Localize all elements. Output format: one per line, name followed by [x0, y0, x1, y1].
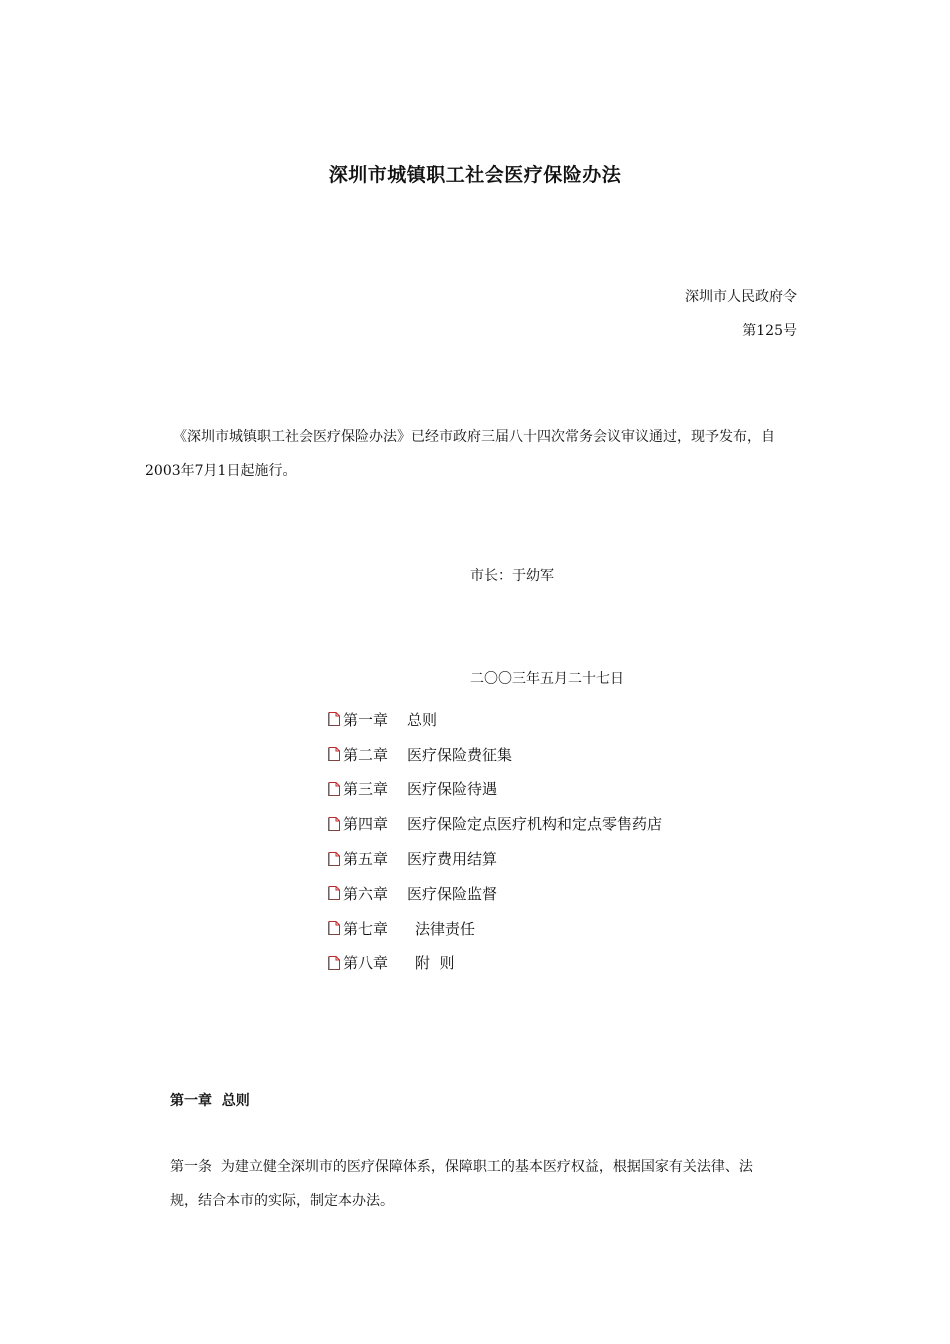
document-page-icon [328, 852, 340, 866]
toc-chapter-name: 医疗保险费征集 [407, 745, 513, 764]
promulgation-line-2: 2003年7月1日起施行。 [145, 463, 297, 479]
toc-item-chapter-5[interactable] [328, 841, 662, 876]
issue-date: 二〇〇三年五月二十七日 [470, 671, 624, 687]
table-of-contents [328, 702, 662, 980]
toc-chapter-number: 第八章 [343, 954, 389, 973]
document-page-icon [328, 921, 340, 935]
toc-chapter-name: 医疗保险监督 [407, 884, 498, 903]
document-page-icon [328, 886, 340, 900]
toc-item-chapter-6[interactable] [328, 876, 662, 911]
promulgation-line-1: 《深圳市城镇职工社会医疗保险办法》已经市政府三届八十四次常务会议审议通过，现予发布，自 [173, 429, 775, 445]
toc-chapter-number: 第四章 [343, 815, 389, 834]
toc-chapter-name: 法律责任 [415, 919, 476, 938]
toc-chapter-number: 第五章 [343, 850, 389, 869]
toc-chapter-number: 第六章 [343, 884, 389, 903]
toc-chapter-number: 第二章 [343, 745, 389, 764]
toc-chapter-name: 医疗保险待遇 [407, 780, 498, 799]
document-page-icon [328, 956, 340, 970]
toc-chapter-number: 第七章 [343, 919, 389, 938]
toc-chapter-name: 医疗保险定点医疗机构和定点零售药店 [407, 815, 663, 834]
toc-item-chapter-2[interactable] [328, 737, 662, 772]
order-number: 第125号 [742, 323, 797, 339]
document-page-icon [328, 817, 340, 831]
article-1-paragraph [170, 1150, 780, 1218]
toc-chapter-number: 第一章 [343, 710, 389, 729]
article-1-line-2: 规，结合本市的实际，制定本办法。 [170, 1193, 394, 1209]
document-title: 深圳市城镇职工社会医疗保险办法 [328, 164, 622, 186]
toc-chapter-name: 医疗费用结算 [407, 850, 498, 869]
toc-item-chapter-4[interactable] [328, 806, 662, 841]
toc-item-chapter-1[interactable] [328, 702, 662, 737]
toc-chapter-number: 第三章 [343, 780, 389, 799]
mayor-signature: 市长：于幼军 [470, 568, 554, 584]
document-page-icon [328, 712, 340, 726]
toc-chapter-name: 附 则 [415, 954, 455, 973]
document-page-icon [328, 747, 340, 761]
document-page-icon [328, 782, 340, 796]
article-1-line-1: 第一条 为建立健全深圳市的医疗保障体系，保障职工的基本医疗权益，根据国家有关法律、法 [170, 1159, 753, 1175]
toc-item-chapter-8[interactable] [328, 946, 662, 981]
toc-item-chapter-7[interactable] [328, 911, 662, 946]
toc-item-chapter-3[interactable] [328, 772, 662, 807]
toc-chapter-name: 总则 [407, 710, 438, 729]
chapter-1-heading: 第一章 总则 [170, 1093, 250, 1109]
promulgation-paragraph [145, 420, 795, 488]
issuer-label: 深圳市人民政府令 [685, 289, 797, 305]
